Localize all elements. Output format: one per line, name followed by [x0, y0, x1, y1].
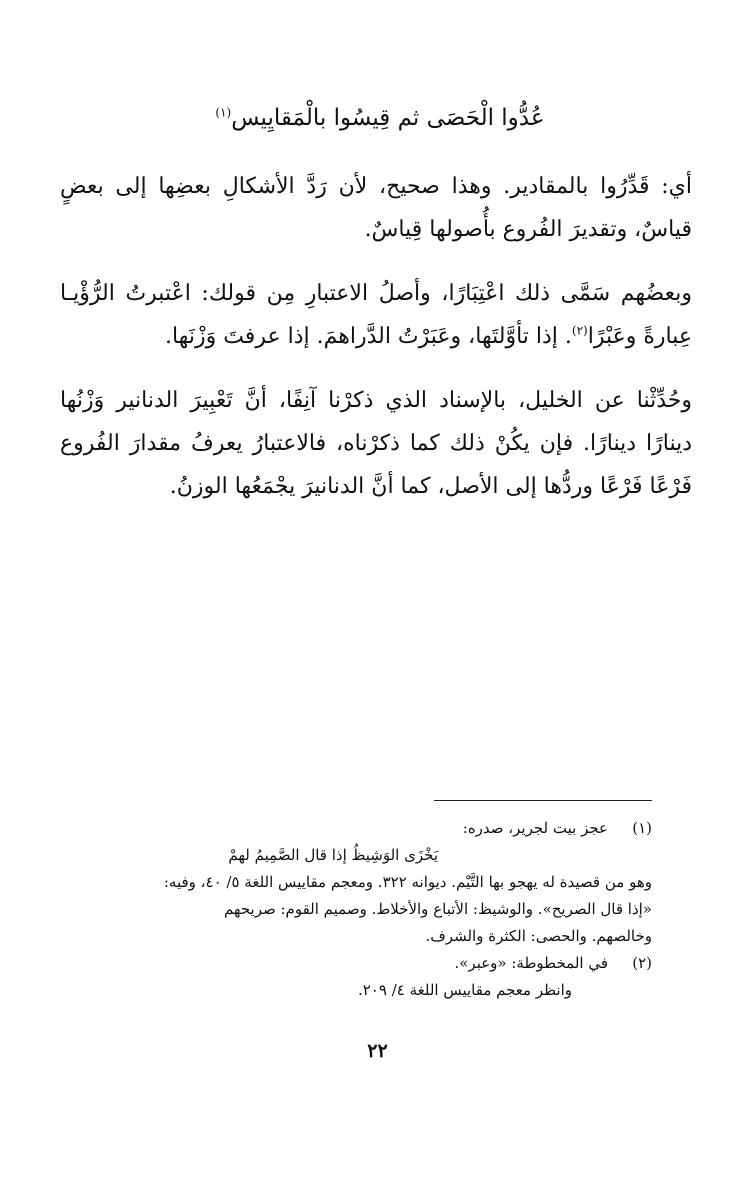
paragraph-2-footnote-ref: (٢)	[571, 323, 588, 338]
main-text	[60, 165, 692, 529]
footnote-2-body	[52, 950, 608, 1004]
footnote-1-line: وهو من قصيدة له يهجو بها التَّيْم. ديوانه ٣٢٢. ومعجم مقاييس اللغة ٥/ ٤٠، وفيه:	[163, 873, 652, 891]
paragraph-2-part-a: وبعضُهم سَمَّى ذلك اعْتِبَارًا، وأصلُ الاعتبارِ مِن قولك: اعْتبرتُ الرُّؤْيـا عِبارةً وعَبْرًا	[60, 281, 692, 349]
footnote-1-number: (١)	[632, 819, 652, 837]
footnote-1-line: «إذا قال الصريح». والوشيظ: الأتباع والأخلاط. وصميم القوم: صريحهم	[223, 900, 652, 918]
footnote-1-continuation	[52, 869, 652, 950]
footnote-2-line: وانظر معجم مقاييس اللغة ٤/ ٢٠٩.	[357, 981, 572, 999]
footnote-2	[52, 950, 652, 1004]
footnote-1-line: عجز بيت لجرير، صدره:	[462, 819, 608, 837]
paragraph-1: أي: قَدِّرُوا بالمقادير. وهذا صحيح، لأن رَدَّ الأشكالِ بعضِها إلى بعضٍ قياسٌ، وتقديرَ الفُروع بأُصولها قِياسٌ.	[60, 174, 692, 242]
page-number: ٢٢	[367, 1040, 388, 1062]
title-footnote-ref: (١)	[215, 105, 232, 120]
footnote-divider	[434, 800, 652, 801]
footnote-1	[52, 815, 652, 869]
paragraph-3: وحُدِّثْنا عن الخليل، بالإسناد الذي ذكرْنا آنِفًا، أنَّ تَعْبِيرَ الدنانير وَزْنُها دينارًا دينارًا. فإن يكُنْ ذلك كما ذكرْناه، فالاعتبارُ يعرفُ مقدارَ الفُروع فَرْعًا فَرْعًا وردُّها إلى الأصل، كما أنَّ الدنانيرَ يجْمَعُها الوزنُ.	[60, 388, 692, 499]
footnote-1-line: وخالصهم. والحصى: الكثرة والشرف.	[425, 927, 652, 945]
page-title	[120, 100, 640, 136]
footnotes	[52, 815, 652, 1004]
footnote-1-body	[52, 815, 608, 869]
paragraph-2	[60, 272, 692, 358]
title-text: عُدُّوا الْحَصَى ثم قِيسُوا بالْمَقايِيس	[231, 105, 545, 131]
paragraph-2-part-b: . إذا تأوَّلتَها، وعَبَرْتُ الدَّراهمَ. إذا عرفتَ وَزْنَها.	[165, 324, 572, 349]
footnote-2-line: في المخطوطة: «وعبر».	[454, 954, 608, 972]
footnote-2-number: (٢)	[632, 954, 652, 972]
footnote-1-verse: يَخْزَى الوَشِيظُ إذا قال الصَّمِيمُ لهمْ	[228, 846, 438, 864]
